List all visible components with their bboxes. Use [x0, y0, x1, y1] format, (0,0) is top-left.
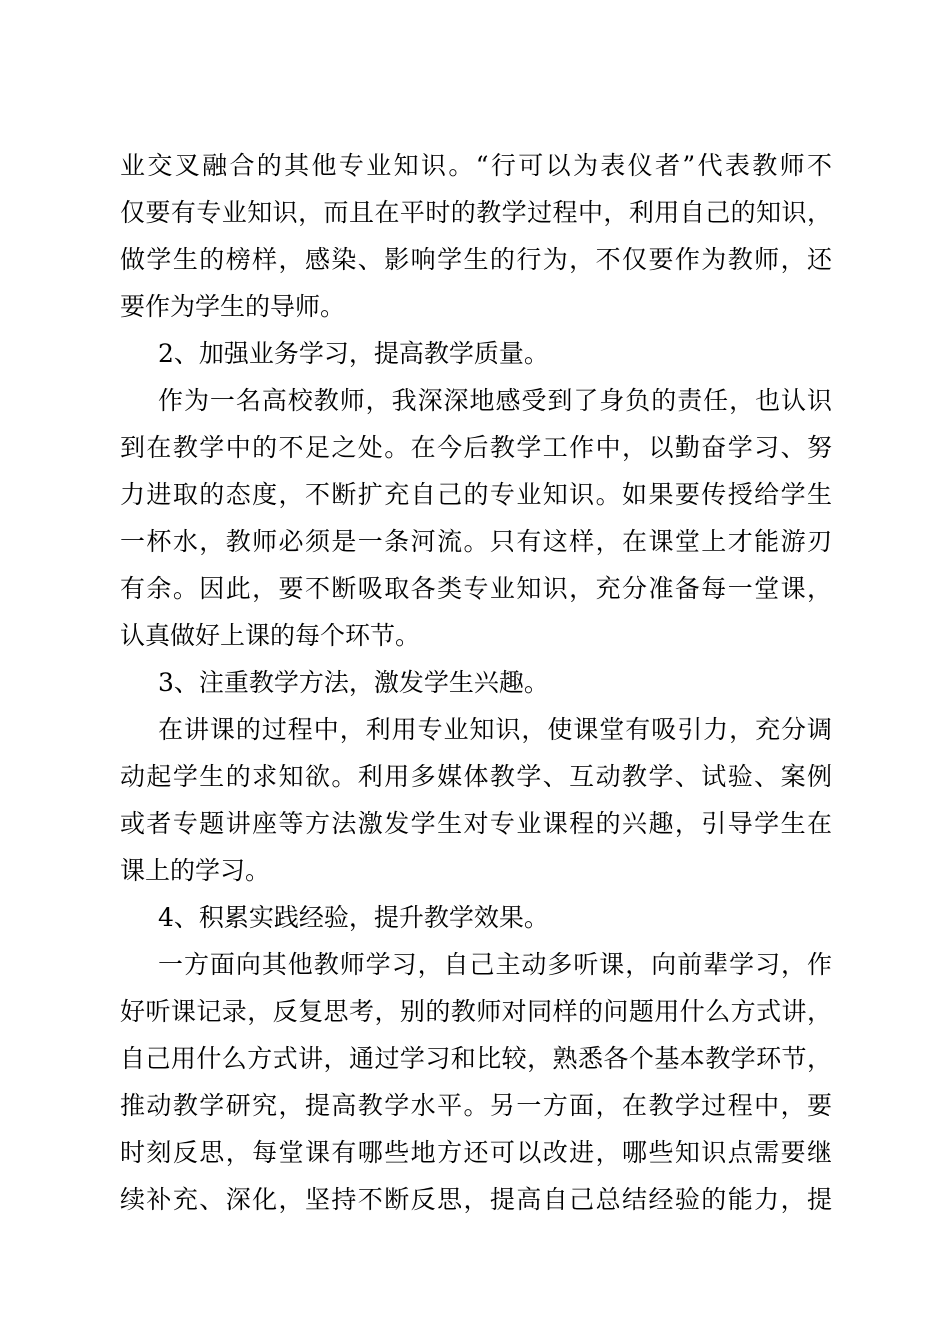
text-line: 时刻反思，每堂课有哪些地方还可以改进，哪些知识点需要继 [120, 1138, 832, 1167]
section-heading: 3、注重教学方法，激发学生兴趣。 [158, 668, 549, 697]
text-line: 课上的学习。 [120, 856, 271, 885]
text-line: 到在教学中的不足之处。在今后教学工作中，以勤奋学习、努 [120, 433, 832, 462]
text-line: 认真做好上课的每个环节。 [120, 621, 421, 650]
text-line: 动起学生的求知欲。利用多媒体教学、互动教学、试验、案例 [120, 762, 832, 791]
text-line: 续补充、深化，坚持不断反思，提高自己总结经验的能力，提 [120, 1185, 832, 1214]
text-line: 一方面向其他教师学习，自己主动多听课，向前辈学习，作 [158, 950, 832, 979]
text-line: 一杯水，教师必须是一条河流。只有这样，在课堂上才能游刃 [120, 527, 832, 556]
text-line: 做学生的榜样，感染、影响学生的行为，不仅要作为教师，还 [120, 245, 832, 274]
text-line: 在讲课的过程中，利用专业知识，使课堂有吸引力，充分调 [158, 715, 832, 744]
text-line: 或者专题讲座等方法激发学生对专业课程的兴趣，引导学生在 [120, 809, 832, 838]
section-heading: 2、加强业务学习，提高教学质量。 [158, 339, 549, 368]
section-heading: 4、积累实践经验，提升教学效果。 [158, 903, 549, 932]
text-line: 推动教学研究，提高教学水平。另一方面，在教学过程中，要 [120, 1091, 832, 1120]
text-line: 要作为学生的导师。 [120, 292, 346, 321]
text-line: 业交叉融合的其他专业知识。“行可以为表仪者”代表教师不 [120, 151, 832, 180]
text-line: 好听课记录，反复思考，别的教师对同样的问题用什么方式讲， [120, 997, 832, 1026]
document-body [120, 142, 832, 1223]
text-line: 有余。因此，要不断吸取各类专业知识，充分准备每一堂课， [120, 574, 832, 603]
text-line: 作为一名高校教师，我深深地感受到了身负的责任，也认识 [158, 386, 832, 415]
text-line: 力进取的态度，不断扩充自己的专业知识。如果要传授给学生 [120, 480, 832, 509]
text-line: 仅要有专业知识，而且在平时的教学过程中，利用自己的知识， [120, 198, 832, 227]
text-line: 自己用什么方式讲，通过学习和比较，熟悉各个基本教学环节， [120, 1044, 832, 1073]
